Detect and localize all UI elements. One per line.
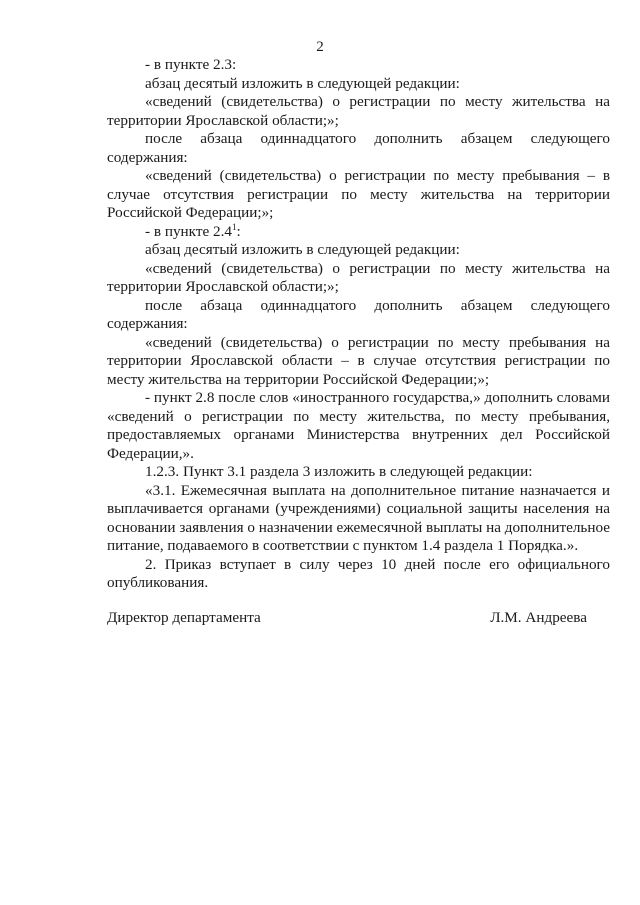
paragraph: - пункт 2.8 после слов «иностранного государства,» дополнить словами «сведений о регистрации по месту жительства, по месту пребывания, предоставляемых органами Министерства внутренних дел Российской Федерации,».	[107, 389, 610, 462]
paragraph: «сведений (свидетельства) о регистрации по месту пребывания на территории Ярославской области – в случае отсутствия регистрации по месту жительства на территории Российской Федерации;»;	[107, 333, 610, 388]
item-2-4-superscript: 1	[232, 221, 237, 232]
signature-block	[107, 609, 587, 628]
paragraph-item-2-4	[107, 223, 610, 242]
signatory-name: Л.М. Андреева	[490, 609, 587, 626]
item-2-4-suffix: :	[236, 222, 241, 240]
item-2-4-prefix: - в пункте 2.4	[145, 222, 233, 240]
paragraph: после абзаца одиннадцатого дополнить абзацем следующего содержания:	[107, 296, 610, 332]
paragraph: 1.2.3. Пункт 3.1 раздела 3 изложить в следующей редакции:	[145, 463, 533, 480]
signatory-position: Директор департамента	[107, 609, 261, 626]
paragraph: 2. Приказ вступает в силу через 10 дней после его официального опубликования.	[107, 555, 610, 591]
document-body	[107, 56, 610, 593]
paragraph: «сведений (свидетельства) о регистрации по месту жительства на территории Ярославской области;»;	[107, 93, 610, 129]
paragraph: абзац десятый изложить в следующей редакции:	[145, 241, 460, 258]
paragraph: «сведений (свидетельства) о регистрации по месту жительства на территории Ярославской области;»;	[107, 259, 610, 295]
paragraph: «сведений (свидетельства) о регистрации по месту пребывания – в случае отсутствия регистрации по месту жительства на территории Российской Федерации;»;	[107, 167, 610, 221]
paragraph: «3.1. Ежемесячная выплата на дополнительное питание назначается и выплачивается органами (учреждениями) социальной защиты населения на основании заявления о назначении ежемесячной выплаты на дополнительное питание, подаваемого в соответствии с пунктом 1.4 раздела 1 Порядка.».	[107, 481, 610, 554]
paragraph: после абзаца одиннадцатого дополнить абзацем следующего содержания:	[107, 130, 610, 166]
page-number: 2	[316, 39, 324, 55]
paragraph: абзац десятый изложить в следующей редакции:	[145, 74, 460, 92]
paragraph: - в пункте 2.3:	[145, 56, 237, 73]
